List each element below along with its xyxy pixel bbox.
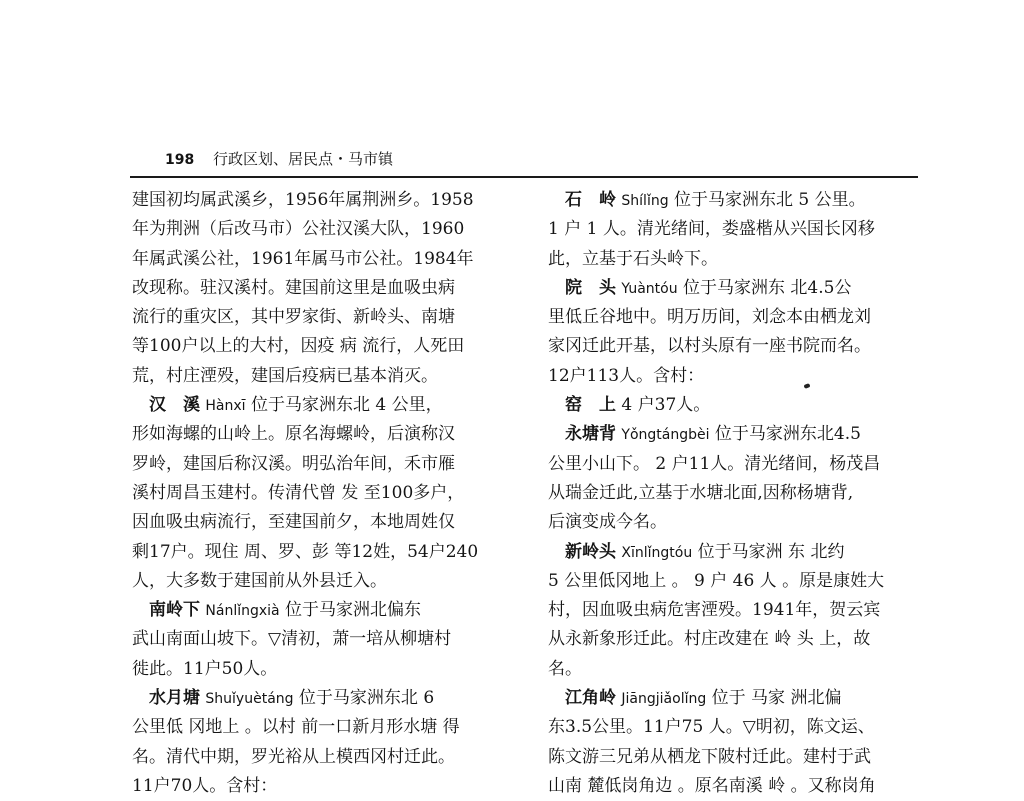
body-text: 罗岭，建国后称汉溪。明弘治年间，禾市雁 [132, 453, 455, 474]
indent-space [548, 395, 565, 415]
text-line [548, 420, 920, 449]
text-line [132, 713, 508, 742]
text-line [132, 274, 508, 303]
entry-pinyin: Nánlǐngxià [205, 603, 280, 620]
entry-pinyin: Jiāngjiǎolǐng [621, 691, 707, 708]
body-text: 剩17户。现住 周、罗、彭 等12姓，54户240 [132, 541, 479, 562]
text-line [548, 450, 920, 479]
entry-headword: 新岭头 [565, 541, 616, 562]
body-text: 家冈迁此开基，以村头原有一座书院而名。 [548, 336, 871, 357]
body-text: 陈文游三兄弟从栖龙下陂村迁此。建村于武 [548, 746, 871, 767]
body-text: 流行的重灾区，其中罗家街、新岭头、南塘 [132, 307, 455, 328]
text-line [132, 508, 508, 537]
header-rule [130, 176, 918, 178]
text-line [548, 684, 920, 713]
body-text: 人，大多数于建国前从外县迁入。 [132, 570, 387, 591]
body-text: 位于马家洲东北 6 [293, 688, 435, 709]
body-text: 名。 [548, 658, 582, 679]
body-text: 东3.5公里。11户75 人。▽明初，陈文运、 [548, 717, 875, 738]
body-text: 徙此。11户50人。 [132, 658, 278, 679]
indent-space [132, 688, 149, 708]
text-line [132, 245, 508, 274]
entry-pinyin: Shílǐng [621, 193, 669, 209]
body-text: 建国初均属武溪乡，1956年属荆洲乡。1958 [132, 190, 474, 210]
body-text: 此，立基于石头岭下。 [548, 248, 718, 269]
body-text: 位于马家洲东北4.5 [709, 424, 861, 445]
entry-headword: 永塘背 [565, 424, 616, 445]
text-line [132, 332, 508, 361]
body-text: 因血吸虫病流行，至建国前夕，本地周姓仅 [132, 512, 455, 533]
body-text: 从瑞金迁此,立基于水塘北面,因称杨塘背, [548, 482, 854, 503]
body-text: 公里小山下。 2 户11人。清光绪间，杨茂昌 [548, 453, 881, 474]
text-line [548, 596, 920, 625]
text-line [548, 274, 920, 303]
text-line [548, 215, 920, 244]
running-header [165, 148, 393, 170]
body-text: 位于马家洲 东 北约 [692, 541, 845, 562]
entry-headword: 院 头 [565, 277, 616, 298]
text-line [548, 713, 920, 742]
left-text-column [132, 186, 508, 796]
indent-space [548, 278, 565, 298]
body-text: 位于马家洲东北 5 公里。 [668, 190, 866, 210]
text-line [548, 303, 920, 332]
body-text: 12户113人。含村： [548, 365, 705, 386]
text-line [132, 655, 508, 684]
body-text: 1 户 1 人。清光绪间，娄盛楷从兴国长冈移 [548, 219, 875, 240]
entry-headword: 水月塘 [149, 688, 200, 709]
entry-headword: 石 岭 [565, 190, 616, 210]
indent-space [548, 688, 565, 708]
text-line [132, 567, 508, 596]
body-text: 位于 马家 洲北偏 [706, 688, 842, 709]
text-line [548, 772, 920, 801]
body-text: 公里低 冈地上 。以村 前一口新月形水塘 得 [132, 717, 460, 738]
body-text: 后演变成今名。 [548, 512, 667, 533]
body-text: 位于马家洲东北 4 公里， [245, 395, 443, 416]
text-line [548, 479, 920, 508]
body-text: 荒，村庄湮殁，建国后疫病已基本消灭。 [132, 365, 438, 386]
text-line [132, 303, 508, 332]
text-line [132, 625, 508, 654]
text-line [548, 508, 920, 537]
body-text: 里低丘谷地中。明万历间，刘念本由栖龙刘 [548, 307, 871, 328]
text-line [132, 684, 508, 713]
text-line [548, 186, 920, 215]
indent-space [132, 600, 149, 620]
text-line [132, 186, 508, 215]
text-line [132, 362, 508, 391]
body-text: 从永新象形迁此。村庄改建在 岭 头 上，故 [548, 629, 871, 650]
text-line [132, 420, 508, 449]
entry-headword: 南岭下 [149, 600, 200, 621]
entry-pinyin: Shuǐyuètáng [205, 691, 294, 708]
body-text: 改现称。驻汉溪村。建国前这里是血吸虫病 [132, 277, 455, 298]
text-line [132, 450, 508, 479]
indent-space [132, 395, 149, 415]
body-text: 位于马家洲北偏东 [279, 600, 422, 621]
text-line [132, 538, 508, 567]
entry-pinyin: Xīnlǐngtóu [621, 544, 693, 561]
entry-pinyin: Hànxī [205, 398, 246, 415]
body-text: 形如海螺的山岭上。原名海螺岭，后演称汉 [132, 424, 455, 445]
body-text: 年为荆洲（后改马市）公社汉溪大队，1960 [132, 219, 465, 240]
body-text: 山南 麓低岗角边 。原名南溪 岭 。又称岗角 [548, 775, 876, 796]
text-line [548, 655, 920, 684]
entry-pinyin: Yǒngtángbèi [621, 427, 710, 444]
text-line [132, 479, 508, 508]
text-line [548, 391, 920, 420]
body-text: 4 户37人。 [616, 395, 711, 416]
running-title: 行政区划、居民点・马市镇 [213, 150, 394, 168]
text-line [132, 391, 508, 420]
text-line [548, 245, 920, 274]
body-text: 等100户以上的大村，因疫 病 流行，人死田 [132, 336, 465, 357]
text-line [132, 596, 508, 625]
body-text: 年属武溪公社，1961年属马市公社。1984年 [132, 248, 474, 269]
entry-headword: 窑 上 [565, 395, 616, 416]
text-line [132, 772, 508, 801]
text-line [548, 362, 920, 391]
page-number: 198 [165, 152, 195, 168]
entry-pinyin: Yuàntóu [621, 280, 678, 297]
indent-space [548, 424, 565, 444]
text-line [548, 567, 920, 596]
body-text: 11户70人。含村： [132, 775, 278, 796]
text-line [548, 743, 920, 772]
entry-headword: 江角岭 [565, 688, 616, 709]
body-text: 5 公里低冈地上 。 9 户 46 人 。原是康姓大 [548, 570, 885, 591]
right-text-column [548, 186, 920, 796]
body-text: 位于马家洲东 北4.5公 [677, 277, 852, 298]
body-text: 村，因血吸虫病危害湮殁。1941年，贺云宾 [548, 600, 881, 621]
text-line [132, 215, 508, 244]
body-text: 名。清代中期，罗光裕从上模西冈村迁此。 [132, 746, 455, 767]
text-line [548, 625, 920, 654]
indent-space [548, 542, 565, 562]
indent-space [548, 190, 565, 210]
text-line [132, 743, 508, 772]
text-line [548, 332, 920, 361]
body-text: 武山南面山坡下。▽清初，萧一培从柳塘村 [132, 629, 452, 650]
body-text: 溪村周昌玉建村。传清代曾 发 至100多户， [132, 482, 465, 503]
text-line [548, 538, 920, 567]
entry-headword: 汉 溪 [149, 395, 200, 416]
